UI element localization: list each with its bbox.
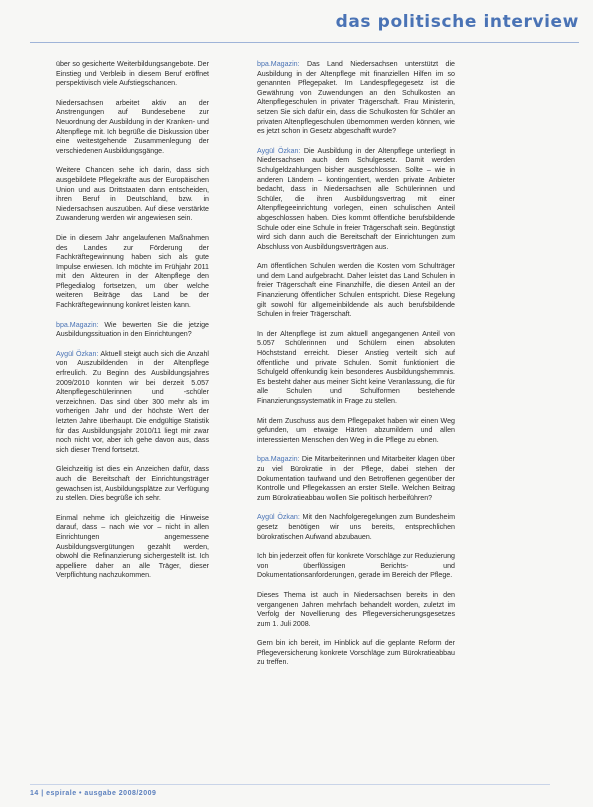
paragraph: Dieses Thema ist auch in Niedersachsen bereits in den vergangenen Jahren mehrfach behandelt worden, zuletzt im Verfolg der Novellierung des Pflegeversicherungsgesetzes zum 1. Juli 2008. xyxy=(257,590,455,628)
speaker-label: bpa.Magazin: xyxy=(56,320,99,329)
paragraph: Einmal nehme ich gleichzeitig die Hinweise darauf, dass – nach wie vor – nicht in allen Einrichtungen angemessene Ausbildungsvergütungen gezahlt werden, obwohl die Refinanzierung sichergestellt ist. Ich appelliere daher an alle Träger, dieser Verpflichtung nachzukommen. xyxy=(56,513,209,580)
paragraph: Am öffentlichen Schulen werden die Kosten vom Schulträger und dem Land aufgebracht. Daher leistet das Land Schulen in freier Trägerschaft eine Finanzhilfe, die diesen Anteil an der Finanzierung öffentlicher Schulen entspricht. Diese Regelung gilt sowohl für allgemeinbildende als auch berufsbildende Schulen in freier Trägerschaft. xyxy=(257,262,455,319)
speaker-label: Aygül Özkan: xyxy=(257,513,300,522)
interview-question: bpa.Magazin: Das Land Niedersachsen unterstützt die Ausbildung in der Altenpflege mit finanziellen Hilfen im so genannten Pflegepaket. Im Landespflegegesetz ist die Gewährung von Zuwendungen an den Schulkosten an Altenpflegeschulen in privater Trägerschaft. Frau Ministerin, setzen Sie sich dafür ein, dass die Schulkosten für Schüler an privaten Altenpflegeschulen übernommen werden können, wie es jetzt schon in Gesetz abgeschafft wurde? xyxy=(257,60,455,136)
paragraph: Mit dem Zuschuss aus dem Pflegepaket haben wir einen Weg gefunden, um etwaige Härten abzumildern und allen interessierten Menschen den Weg in die Pflege zu ebnen. xyxy=(257,416,455,444)
paragraph: Weitere Chancen sehe ich darin, dass sich ausgebildete Pflegekräfte aus der Europäischen Union und aus Drittstaaten dann entscheiden, ihren Beruf in Deutschland, bzw. in Niedersachsen auszuüben. Auf diese verstärkte Zuwanderung werden wir angewiesen sein. xyxy=(56,166,209,223)
paragraph: In der Altenpflege ist zum aktuell angegangenen Anteil von 5.057 Schülerinnen und Schülern einen absoluten Höchststand erreicht. Dieser Anstieg verteilt sich auf öffentliche und private Schulen. Somit funktioniert die Schulgeld offenkundig kein besonderes Ausbildungshemmnis. Es besteht daher aus meiner Sicht keine Veranlassung, die für alle Schulen und Schulformen bestehende Finanzierungssystematik in Frage zu stellen. xyxy=(257,329,455,405)
interview-question: bpa.Magazin: Die Mitarbeiterinnen und Mitarbeiter klagen über zu viel Bürokratie in der Pflege, dabei stehen der Dokumentation taufwand und den Betroffenen gegenüber der Kontrolle und Pflegekassen an erster Stelle. Welchen Beitrag zum Bürokratieabbau wollen Sie politisch herbeiführen? xyxy=(257,455,455,502)
paragraph: Gleichzeitig ist dies ein Anzeichen dafür, dass auch die Bereitschaft der Einrichtungsträger gewachsen ist, Ausbildungsplätze zur Verfügung zu stellen. Dies begrüße ich sehr. xyxy=(56,465,209,503)
speaker-label: bpa.Magazin: xyxy=(257,455,300,464)
section-title: das politische interview xyxy=(335,12,579,32)
interview-answer: Aygül Özkan: Die Ausbildung in der Altenpflege unterliegt in Niedersachsen auch dem Schulgesetz. Damit werden Schulgeldzahlungen bisher ausgeschlossen. Sollte – wie in anderen Ländern – kontingentiert, werden private Anbieter bedacht, dass in Niedersachsen alle Schülerinnen und Schüler, die ihren Ausbildungsvertrag mit einer Altenpflegeeinrichtung vorlegen, einen schulischen Anteil abgeschlossen haben. Dies kommt öffentliche berufsbildende Schule oder eine Schule in freier Trägerschaft sein. Begünstigt wird sich dann auch die Bereitschaft der Einrichtungen zum Abschluss von Ausbildungsverträgen aus. xyxy=(257,146,455,251)
right-text-column xyxy=(257,60,455,678)
speaker-label: Aygül Özkan: xyxy=(257,146,301,155)
page-footer: 14 | espirale • ausgabe 2008/2009 xyxy=(30,790,157,797)
speaker-label: bpa.Magazin: xyxy=(257,60,300,68)
interview-answer: Aygül Özkan: Mit den Nachfolgeregelungen zum Bundesheim gesetz benötigen wir uns bereits, entsprechlichen bürokratischen Aufwand abzubauen. xyxy=(257,513,455,541)
paragraph: Gern bin ich bereit, im Hinblick auf die geplante Reform der Pflegeversicherung konkrete Vorschläge zum Bürokratieabbau zu treffen. xyxy=(257,639,455,667)
paragraph: Niedersachsen arbeitet aktiv an der Anstrengungen auf Bundesebene zur Neuordnung der Ausbildung in der Kranken- und Altenpflege mit. Ich begrüße die Diskussion über eine weitestgehende Zusammenlegung der verschiedenen Ausbildungsgänge. xyxy=(56,98,209,155)
paragraph: Die in diesem Jahr angelaufenen Maßnahmen des Landes zur Förderung der Fachkräftegewinnung haben sich als gute Impulse erwiesen. Ich möchte im Frühjahr 2011 mit den Akteuren in der Altenpflege den Pflegedialog fortsetzen, um über welche weiteren Beiträge das Land be der Fachkräftegewinnung konkret leisten kann. xyxy=(56,233,209,310)
speaker-label: Aygül Özkan: xyxy=(56,349,99,358)
footer-divider xyxy=(30,784,550,785)
header-divider xyxy=(30,42,579,43)
paragraph: über so gesicherte Weiterbildungsangebote. Der Einstieg und Verbleib in diesem Beruf eröffnet perspektivisch viele Aufstiegschancen. xyxy=(56,60,209,88)
left-text-column xyxy=(56,60,209,591)
interview-question: bpa.Magazin: Wie bewerten Sie die jetzige Ausbildungssituation in den Einrichtungen? xyxy=(56,320,209,339)
paragraph: Ich bin jederzeit offen für konkrete Vorschläge zur Reduzierung von überflüssigen Berichts- und Dokumentationsanforderungen, gerade im Bereich der Pflege. xyxy=(257,552,455,580)
interview-answer: Aygül Özkan: Aktuell steigt auch sich die Anzahl von Auszubildenden in der Altenpflege erfreulich. Zu Beginn des Ausbildungsjahres 2009/2010 konnten wir bei derzeit 5.057 Altenpflegeschülerinnen und -schüler verzeichnen. Das sind über 300 mehr als im vorherigen Jahr und der höchste Wert der letzten Jahre überhaupt. Die endgültige Statistik für das Ausbildungsjahr 2010/11 liegt mir zwar noch nicht vor, aber ich gehe davon aus, dass sich dieser Trend fortsetzt. xyxy=(56,349,209,454)
